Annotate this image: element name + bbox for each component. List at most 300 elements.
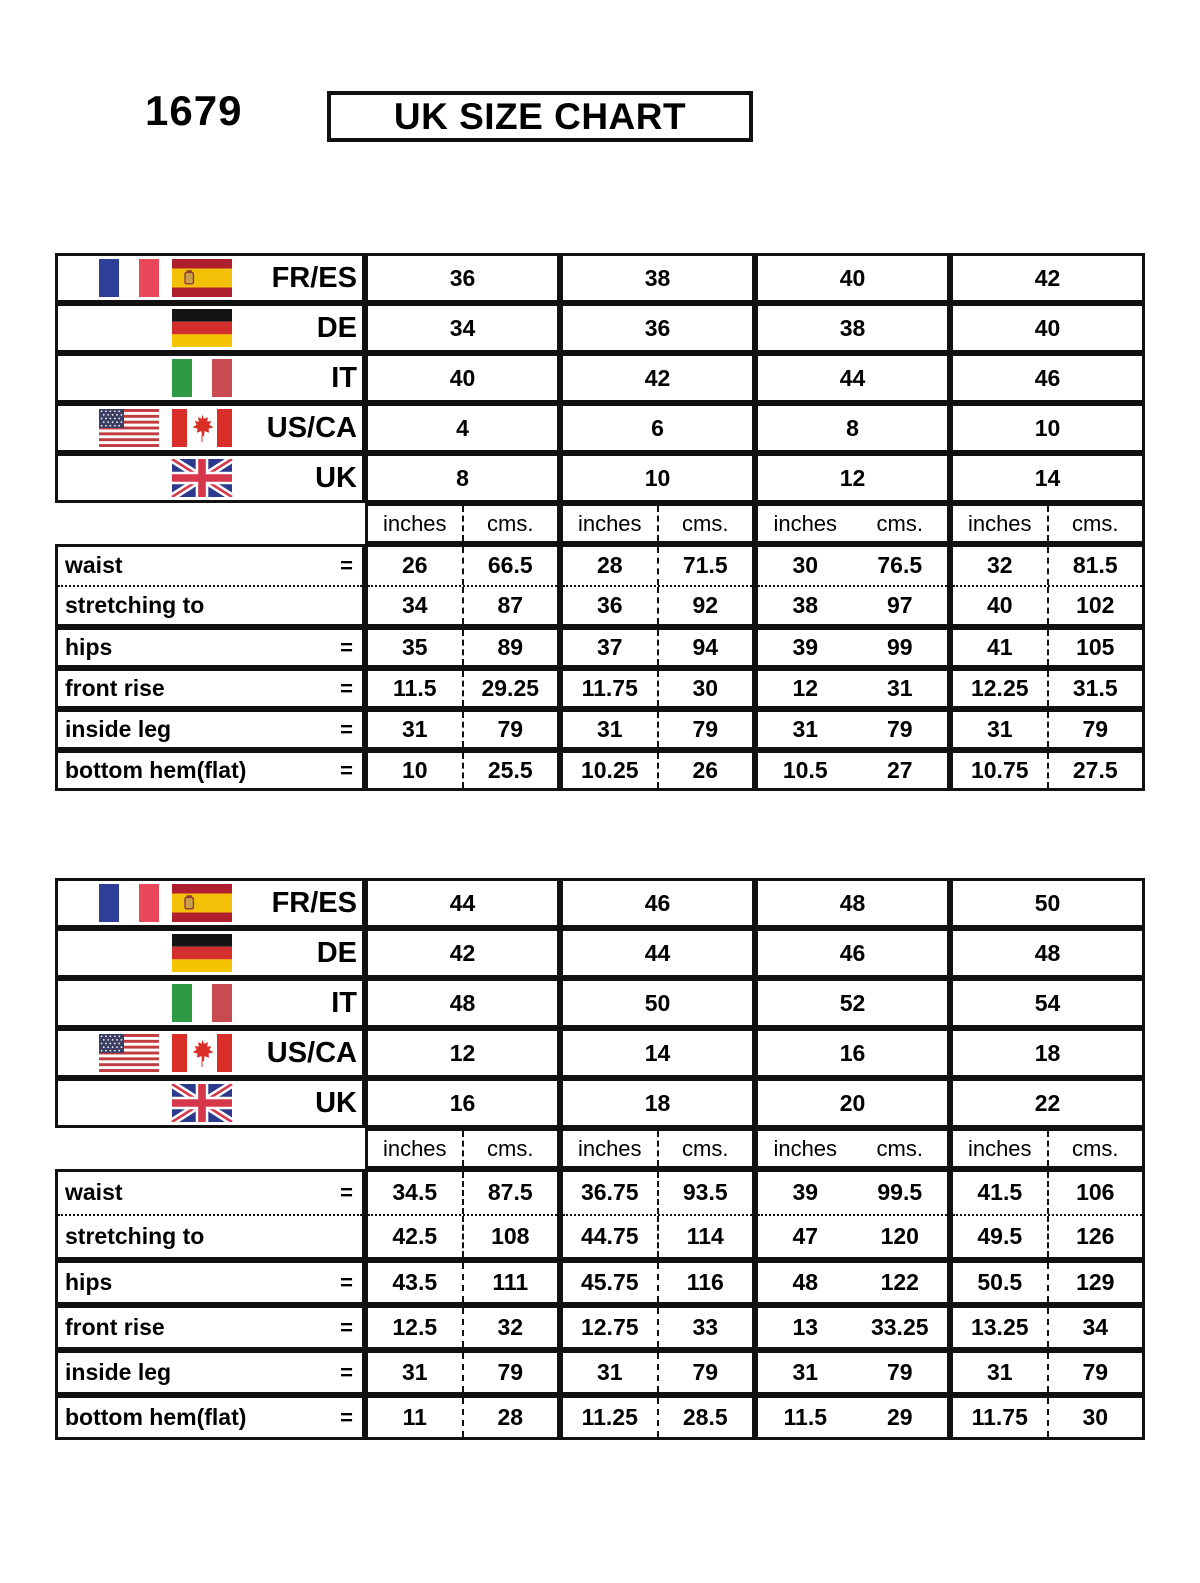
inches-value: 11.75	[971, 1404, 1028, 1430]
cms-value: 99.5	[877, 1179, 923, 1206]
inches-header-cell: inches	[382, 1135, 447, 1161]
equals-sign: =	[340, 757, 353, 783]
size-column	[755, 878, 950, 1440]
measurement-label: waist	[65, 1179, 123, 1206]
value-row	[563, 547, 752, 587]
inches-value: 10	[401, 757, 428, 783]
size-value-cell: 22	[950, 1078, 1145, 1128]
uk-flag-icon	[171, 459, 233, 497]
country-code: IT	[331, 986, 357, 1019]
units-row-spacer	[55, 1128, 365, 1169]
measurement-values-box	[755, 750, 950, 791]
units-header	[365, 1128, 560, 1169]
value-row	[953, 1308, 1142, 1347]
size-column	[365, 878, 560, 1440]
cms-header-cell: cms.	[876, 1135, 923, 1161]
inches-value: 31	[986, 716, 1013, 742]
flag-slot-empty	[98, 359, 160, 397]
inches-value: 37	[596, 634, 623, 660]
cms-value: 120	[880, 1222, 919, 1249]
measurement-label-row	[58, 1172, 362, 1216]
measurement-values-box	[950, 1305, 1145, 1350]
inches-header-cell: inches	[577, 1135, 642, 1161]
inches-header-cell: inches	[577, 510, 642, 536]
measurement-label-row	[58, 587, 362, 625]
label-column	[55, 878, 365, 1440]
cms-header-cell: cms.	[657, 1131, 753, 1166]
value-row	[563, 712, 752, 747]
waist-stretch-values-box	[755, 1169, 950, 1260]
flag-slot-empty	[98, 934, 160, 972]
value-row	[563, 1308, 752, 1347]
cms-value: 79	[657, 712, 753, 747]
measurement-label: stretching to	[65, 591, 205, 618]
cms-value: 27.5	[1047, 753, 1143, 788]
inches-value: 13	[792, 1314, 819, 1340]
inches-value: 31	[792, 1359, 819, 1385]
size-column	[950, 878, 1145, 1440]
measurement-label-box	[55, 627, 365, 668]
measurement-values-box	[560, 1350, 755, 1395]
value-row	[368, 630, 557, 665]
measurement-label-box	[55, 750, 365, 791]
value-row	[758, 753, 947, 788]
inches-value: 11.5	[393, 675, 437, 701]
size-value-cell: 12	[755, 453, 950, 503]
inches-value: 50.5	[977, 1269, 1023, 1295]
cms-value: 105	[1047, 630, 1143, 665]
country-code: IT	[331, 361, 357, 394]
measurement-values-box	[755, 668, 950, 709]
measurement-values-box	[950, 668, 1145, 709]
inches-value: 10.5	[782, 757, 828, 783]
inches-value: 10.25	[580, 757, 639, 783]
waist-stretch-values-box	[950, 1169, 1145, 1260]
value-row	[368, 712, 557, 747]
country-row-header	[55, 978, 365, 1028]
measurement-values-box	[365, 1305, 560, 1350]
size-value-cell: 54	[950, 978, 1145, 1028]
cms-value: 26	[657, 753, 753, 788]
size-value-cell: 44	[365, 878, 560, 928]
inches-value: 34.5	[392, 1179, 438, 1206]
country-row-header	[55, 403, 365, 453]
cms-value: 99	[886, 634, 913, 660]
value-row	[953, 587, 1142, 625]
size-value-cell: 40	[365, 353, 560, 403]
inches-value: 39	[792, 1179, 819, 1206]
cms-value: 29.25	[462, 671, 558, 706]
country-row-header	[55, 928, 365, 978]
equals-sign: =	[340, 634, 353, 660]
equals-sign: =	[340, 1314, 353, 1340]
measurement-label: bottom hem(flat)	[65, 1404, 247, 1430]
size-value-cell: 4	[365, 403, 560, 453]
inches-value: 36.75	[580, 1179, 639, 1206]
size-table-lower	[55, 878, 1145, 1440]
units-header	[560, 503, 755, 544]
size-value-cell: 36	[365, 253, 560, 303]
value-row	[758, 587, 947, 625]
value-row	[758, 1216, 947, 1258]
value-row	[563, 1216, 752, 1258]
measurement-label: hips	[65, 634, 113, 660]
size-value-cell: 42	[950, 253, 1145, 303]
measurement-label-row	[58, 671, 362, 706]
measurement-values-box	[365, 668, 560, 709]
size-value-cell: 18	[560, 1078, 755, 1128]
value-row	[758, 1308, 947, 1347]
value-row	[758, 1353, 947, 1392]
size-column	[755, 253, 950, 791]
value-row	[563, 630, 752, 665]
inches-value: 31	[401, 1359, 428, 1385]
cms-header-cell: cms.	[876, 510, 923, 536]
inches-value: 31	[401, 716, 428, 742]
inches-value: 35	[401, 634, 428, 660]
value-row	[368, 671, 557, 706]
measurement-label: bottom hem(flat)	[65, 757, 247, 783]
cms-value: 111	[462, 1263, 558, 1302]
italy-flag-icon	[171, 984, 233, 1022]
measurement-label-box	[55, 668, 365, 709]
inches-value: 48	[792, 1269, 819, 1295]
cms-value: 25.5	[462, 753, 558, 788]
country-code: FR/ES	[271, 261, 357, 294]
inches-value: 31	[596, 716, 623, 742]
cms-header-cell: cms.	[657, 506, 753, 541]
measurement-label: hips	[65, 1269, 113, 1295]
inches-value: 10.75	[970, 757, 1029, 783]
measurement-label-row	[58, 753, 362, 788]
measurement-values-box	[950, 709, 1145, 750]
size-value-cell: 8	[365, 453, 560, 503]
measurement-values-box	[560, 709, 755, 750]
value-row	[953, 1216, 1142, 1258]
size-value-cell: 48	[755, 878, 950, 928]
value-row	[953, 630, 1142, 665]
size-value-cell: 18	[950, 1028, 1145, 1078]
cms-value: 94	[657, 630, 753, 665]
measurement-values-box	[950, 627, 1145, 668]
inches-value: 32	[986, 552, 1013, 579]
size-value-cell: 42	[365, 928, 560, 978]
value-row	[368, 1353, 557, 1392]
value-row	[758, 712, 947, 747]
inches-value: 12.5	[392, 1314, 438, 1340]
inches-value: 41.5	[977, 1179, 1023, 1206]
size-value-cell: 10	[560, 453, 755, 503]
value-row	[758, 1172, 947, 1216]
inches-value: 38	[792, 591, 819, 618]
country-code: DE	[316, 311, 357, 344]
measurement-values-box	[950, 1350, 1145, 1395]
measurement-values-box	[365, 750, 560, 791]
spain-flag-icon	[171, 884, 233, 922]
value-row	[368, 587, 557, 625]
measurement-values-box	[950, 1260, 1145, 1305]
value-row	[953, 1353, 1142, 1392]
value-row	[368, 753, 557, 788]
inches-header-cell: inches	[382, 510, 447, 536]
cms-value: 92	[657, 587, 753, 625]
inches-value: 40	[986, 591, 1013, 618]
cms-value: 79	[1047, 1353, 1143, 1392]
measurement-values-box	[560, 627, 755, 668]
waist-stretch-values-box	[365, 1169, 560, 1260]
measurement-label-row	[58, 1398, 362, 1437]
measurement-label-row	[58, 1216, 362, 1258]
cms-value: 79	[462, 1353, 558, 1392]
size-value-cell: 50	[950, 878, 1145, 928]
equals-sign: =	[340, 1404, 353, 1430]
value-row	[368, 1172, 557, 1216]
waist-stretch-values-box	[950, 544, 1145, 627]
value-row	[758, 671, 947, 706]
inches-value: 47	[792, 1222, 819, 1249]
waist-stretch-label-box	[55, 544, 365, 627]
cms-value: 71.5	[657, 547, 753, 585]
value-row	[563, 753, 752, 788]
measurement-values-box	[365, 1350, 560, 1395]
measurement-label-box	[55, 1395, 365, 1440]
measurement-label: inside leg	[65, 1359, 172, 1385]
equals-sign: =	[340, 1269, 353, 1295]
cms-value: 31	[886, 675, 913, 701]
value-row	[758, 630, 947, 665]
country-row-header	[55, 1028, 365, 1078]
inches-header-cell: inches	[773, 1135, 838, 1161]
measurement-label-row	[58, 1353, 362, 1392]
size-value-cell: 40	[950, 303, 1145, 353]
units-header	[560, 1128, 755, 1169]
size-value-cell: 52	[755, 978, 950, 1028]
chart-title-box	[327, 91, 753, 142]
size-column	[950, 253, 1145, 791]
cms-value: 30	[1047, 1398, 1143, 1437]
country-row-header	[55, 878, 365, 928]
measurement-label: inside leg	[65, 716, 172, 742]
size-value-cell: 16	[365, 1078, 560, 1128]
germany-flag-icon	[171, 309, 233, 347]
country-row-header	[55, 303, 365, 353]
canada-flag-icon	[171, 1034, 233, 1072]
measurement-values-box	[755, 1305, 950, 1350]
cms-value: 87.5	[462, 1172, 558, 1214]
germany-flag-icon	[171, 934, 233, 972]
size-value-cell: 14	[950, 453, 1145, 503]
cms-value: 108	[462, 1216, 558, 1258]
value-row	[563, 1353, 752, 1392]
size-value-cell: 44	[560, 928, 755, 978]
waist-stretch-values-box	[560, 544, 755, 627]
measurement-values-box	[755, 1260, 950, 1305]
units-row-spacer	[55, 503, 365, 544]
country-row-header	[55, 353, 365, 403]
france-flag-icon	[98, 259, 160, 297]
value-row	[563, 1172, 752, 1216]
measurement-label-row	[58, 1263, 362, 1302]
inches-value: 11	[402, 1404, 427, 1430]
cms-value: 79	[886, 1359, 913, 1385]
size-value-cell: 42	[560, 353, 755, 403]
waist-stretch-values-box	[365, 544, 560, 627]
inches-value: 12	[792, 675, 819, 701]
size-value-cell: 50	[560, 978, 755, 1028]
inches-value: 45.75	[580, 1269, 639, 1295]
country-code: UK	[315, 1086, 357, 1119]
equals-sign: =	[340, 675, 353, 701]
inches-value: 49.5	[977, 1222, 1023, 1249]
cms-value: 97	[886, 591, 913, 618]
canada-flag-icon	[171, 409, 233, 447]
france-flag-icon	[98, 884, 160, 922]
size-column	[560, 878, 755, 1440]
country-code: FR/ES	[271, 886, 357, 919]
measurement-label: front rise	[65, 675, 165, 701]
equals-sign: =	[340, 1179, 353, 1205]
units-header	[755, 503, 950, 544]
size-value-cell: 46	[755, 928, 950, 978]
cms-value: 129	[1047, 1263, 1143, 1302]
flag-slot-empty	[98, 984, 160, 1022]
inches-value: 12.25	[970, 675, 1029, 701]
measurement-values-box	[755, 627, 950, 668]
size-value-cell: 48	[950, 928, 1145, 978]
inches-value: 12.75	[580, 1314, 639, 1340]
inches-value: 11.75	[581, 675, 638, 701]
cms-value: 27	[886, 757, 913, 783]
measurement-values-box	[755, 1395, 950, 1440]
measurement-label-row	[58, 630, 362, 665]
size-value-cell: 38	[560, 253, 755, 303]
equals-sign: =	[340, 552, 353, 578]
equals-sign: =	[340, 1359, 353, 1385]
country-code: US/CA	[266, 411, 357, 444]
size-column	[560, 253, 755, 791]
cms-value: 79	[1047, 712, 1143, 747]
size-value-cell: 36	[560, 303, 755, 353]
equals-sign: =	[340, 716, 353, 742]
cms-value: 33	[657, 1308, 753, 1347]
cms-value: 66.5	[462, 547, 558, 585]
usa-flag-icon	[98, 1034, 160, 1072]
cms-value: 34	[1047, 1308, 1143, 1347]
inches-value: 11.5	[783, 1404, 827, 1430]
cms-value: 30	[657, 671, 753, 706]
cms-value: 106	[1047, 1172, 1143, 1214]
size-value-cell: 20	[755, 1078, 950, 1128]
measurement-label-box	[55, 1350, 365, 1395]
value-row	[368, 1263, 557, 1302]
inches-header-cell: inches	[967, 1135, 1032, 1161]
measurement-label-row	[58, 712, 362, 747]
cms-value: 102	[1047, 587, 1143, 625]
size-value-cell: 12	[365, 1028, 560, 1078]
cms-value: 76.5	[877, 552, 923, 579]
country-row-header	[55, 453, 365, 503]
inches-value: 36	[596, 591, 623, 618]
cms-value: 79	[657, 1353, 753, 1392]
value-row	[563, 671, 752, 706]
inches-value: 28	[596, 552, 623, 579]
value-row	[953, 671, 1142, 706]
units-header	[755, 1128, 950, 1169]
italy-flag-icon	[171, 359, 233, 397]
measurement-values-box	[365, 709, 560, 750]
value-row	[758, 1263, 947, 1302]
measurement-values-box	[560, 1395, 755, 1440]
inches-value: 41	[986, 634, 1013, 660]
cms-value: 33.25	[870, 1314, 929, 1340]
style-number: 1679	[145, 87, 243, 134]
measurement-label: stretching to	[65, 1222, 205, 1249]
measurement-values-box	[560, 1260, 755, 1305]
flag-slot-empty	[98, 309, 160, 347]
inches-value: 31	[792, 716, 819, 742]
chart-title: UK SIZE CHART	[393, 95, 687, 137]
cms-value: 93.5	[657, 1172, 753, 1214]
measurement-label-row	[58, 1308, 362, 1347]
inches-value: 34	[401, 591, 428, 618]
flag-slot-empty	[98, 1084, 160, 1122]
size-value-cell: 8	[755, 403, 950, 453]
inches-header-cell: inches	[967, 510, 1032, 536]
value-row	[953, 1263, 1142, 1302]
measurement-values-box	[560, 668, 755, 709]
inches-value: 30	[792, 552, 819, 579]
value-row	[563, 1263, 752, 1302]
measurement-label-box	[55, 1260, 365, 1305]
inches-value: 42.5	[392, 1222, 438, 1249]
size-value-cell: 40	[755, 253, 950, 303]
size-value-cell: 38	[755, 303, 950, 353]
size-value-cell: 48	[365, 978, 560, 1028]
label-column	[55, 253, 365, 791]
cms-header-cell: cms.	[462, 506, 558, 541]
inches-value: 26	[401, 552, 428, 579]
size-value-cell: 14	[560, 1028, 755, 1078]
waist-stretch-label-box	[55, 1169, 365, 1260]
measurement-values-box	[365, 1260, 560, 1305]
cms-value: 114	[657, 1216, 753, 1258]
cms-value: 87	[462, 587, 558, 625]
inches-value: 43.5	[392, 1269, 438, 1295]
cms-value: 32	[462, 1308, 558, 1347]
measurement-label: waist	[65, 552, 123, 579]
inches-header-cell: inches	[773, 510, 838, 536]
value-row	[758, 1398, 947, 1437]
value-row	[563, 587, 752, 625]
cms-header-cell: cms.	[1047, 506, 1143, 541]
cms-value: 79	[462, 712, 558, 747]
cms-value: 29	[886, 1404, 913, 1430]
measurement-values-box	[365, 627, 560, 668]
value-row	[953, 547, 1142, 587]
usa-flag-icon	[98, 409, 160, 447]
value-row	[953, 753, 1142, 788]
size-value-cell: 10	[950, 403, 1145, 453]
waist-stretch-values-box	[755, 544, 950, 627]
size-value-cell: 16	[755, 1028, 950, 1078]
waist-stretch-values-box	[560, 1169, 755, 1260]
cms-value: 79	[886, 716, 913, 742]
value-row	[368, 547, 557, 587]
measurement-label-box	[55, 1305, 365, 1350]
inches-value: 44.75	[580, 1222, 639, 1249]
measurement-label: front rise	[65, 1314, 165, 1340]
cms-value: 126	[1047, 1216, 1143, 1258]
